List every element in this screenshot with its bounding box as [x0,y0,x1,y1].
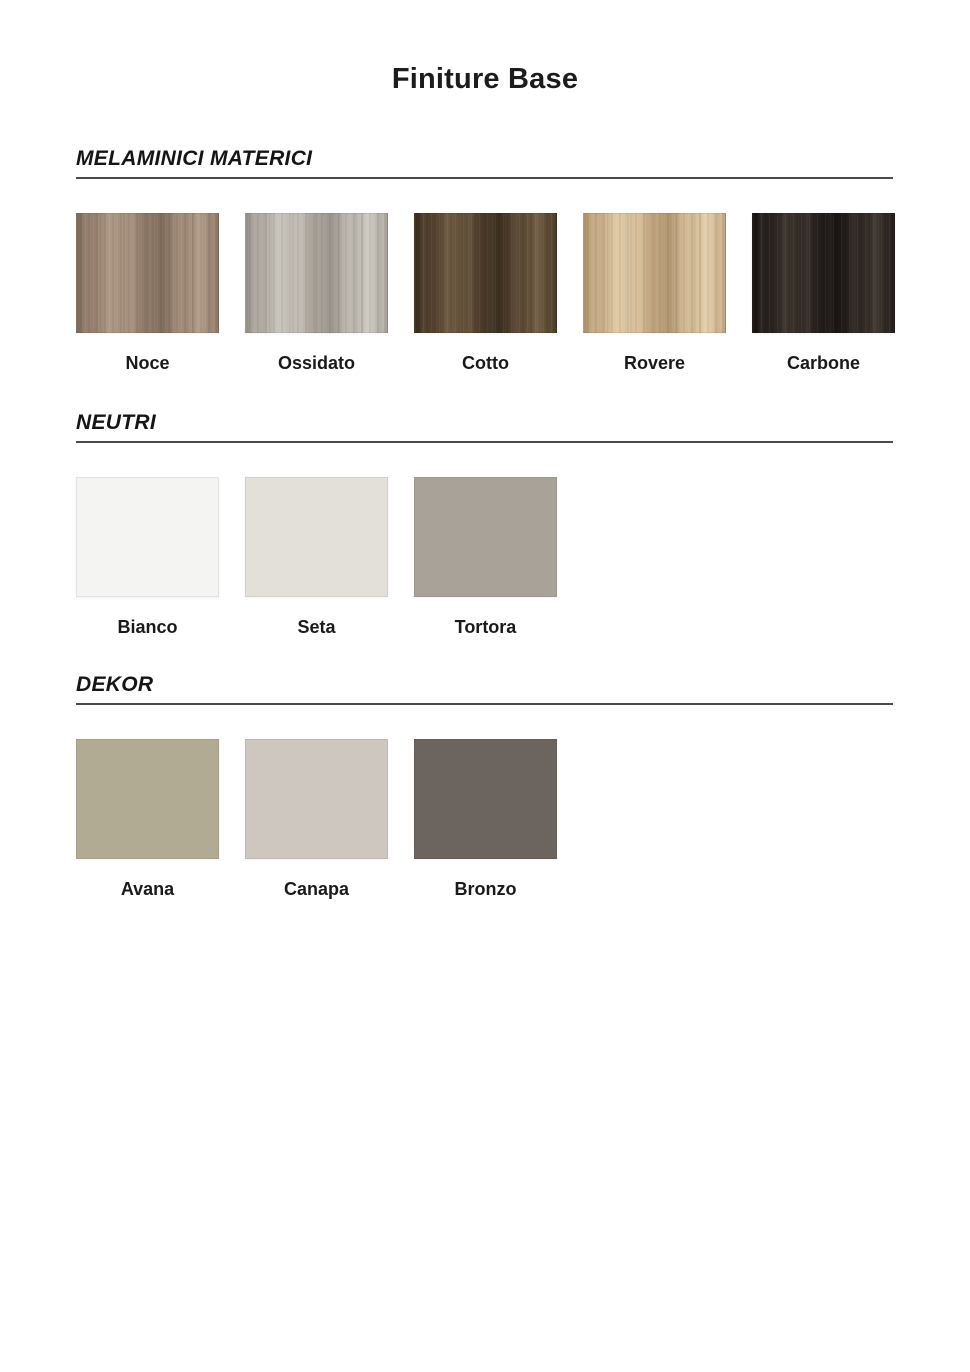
swatch-cotto [414,213,557,374]
swatch-row-dekor [76,739,893,900]
sections-container [76,146,893,900]
swatch-image-bianco [76,477,219,597]
swatch-noce [76,213,219,374]
swatch-rovere [583,213,726,374]
swatch-label-canapa: Canapa [283,879,350,899]
swatch-label-ossidato: Ossidato [277,353,356,373]
section-dekor [76,672,893,900]
page-title: Finiture Base [391,63,579,95]
swatch-label-bianco: Bianco [117,617,178,637]
swatch-label-carbone: Carbone [786,353,860,373]
swatch-label-noce: Noce [125,353,170,373]
swatch-image-cotto [414,213,557,333]
swatch-label-avana: Avana [120,879,175,899]
page-content [0,146,970,900]
swatch-image-noce [76,213,219,333]
swatch-label-cotto: Cotto [462,353,509,373]
swatch-label-tortora: Tortora [454,617,517,637]
swatch-canapa [245,739,388,900]
swatch-image-seta [245,477,388,597]
swatch-carbone [752,213,895,374]
swatch-image-carbone [752,213,895,333]
section-heading-melaminici-materici: MELAMINICI MATERICI [76,146,893,179]
swatch-image-avana [76,739,219,859]
swatch-ossidato [245,213,388,374]
swatch-label-rovere: Rovere [623,353,686,373]
swatch-tortora [414,477,557,638]
swatch-row-neutri [76,477,893,638]
section-heading-dekor: DEKOR [76,672,893,705]
swatch-image-ossidato [245,213,388,333]
swatch-seta [245,477,388,638]
section-melaminici-materici [76,146,893,374]
swatch-image-bronzo [414,739,557,859]
swatch-avana [76,739,219,900]
section-neutri [76,410,893,638]
swatch-image-canapa [245,739,388,859]
section-heading-neutri: NEUTRI [76,410,893,443]
swatch-image-rovere [583,213,726,333]
swatch-label-seta: Seta [297,617,336,637]
swatch-image-tortora [414,477,557,597]
swatch-bronzo [414,739,557,900]
swatch-bianco [76,477,219,638]
swatch-label-bronzo: Bronzo [454,879,517,899]
swatch-row-melaminici-materici [76,213,893,374]
